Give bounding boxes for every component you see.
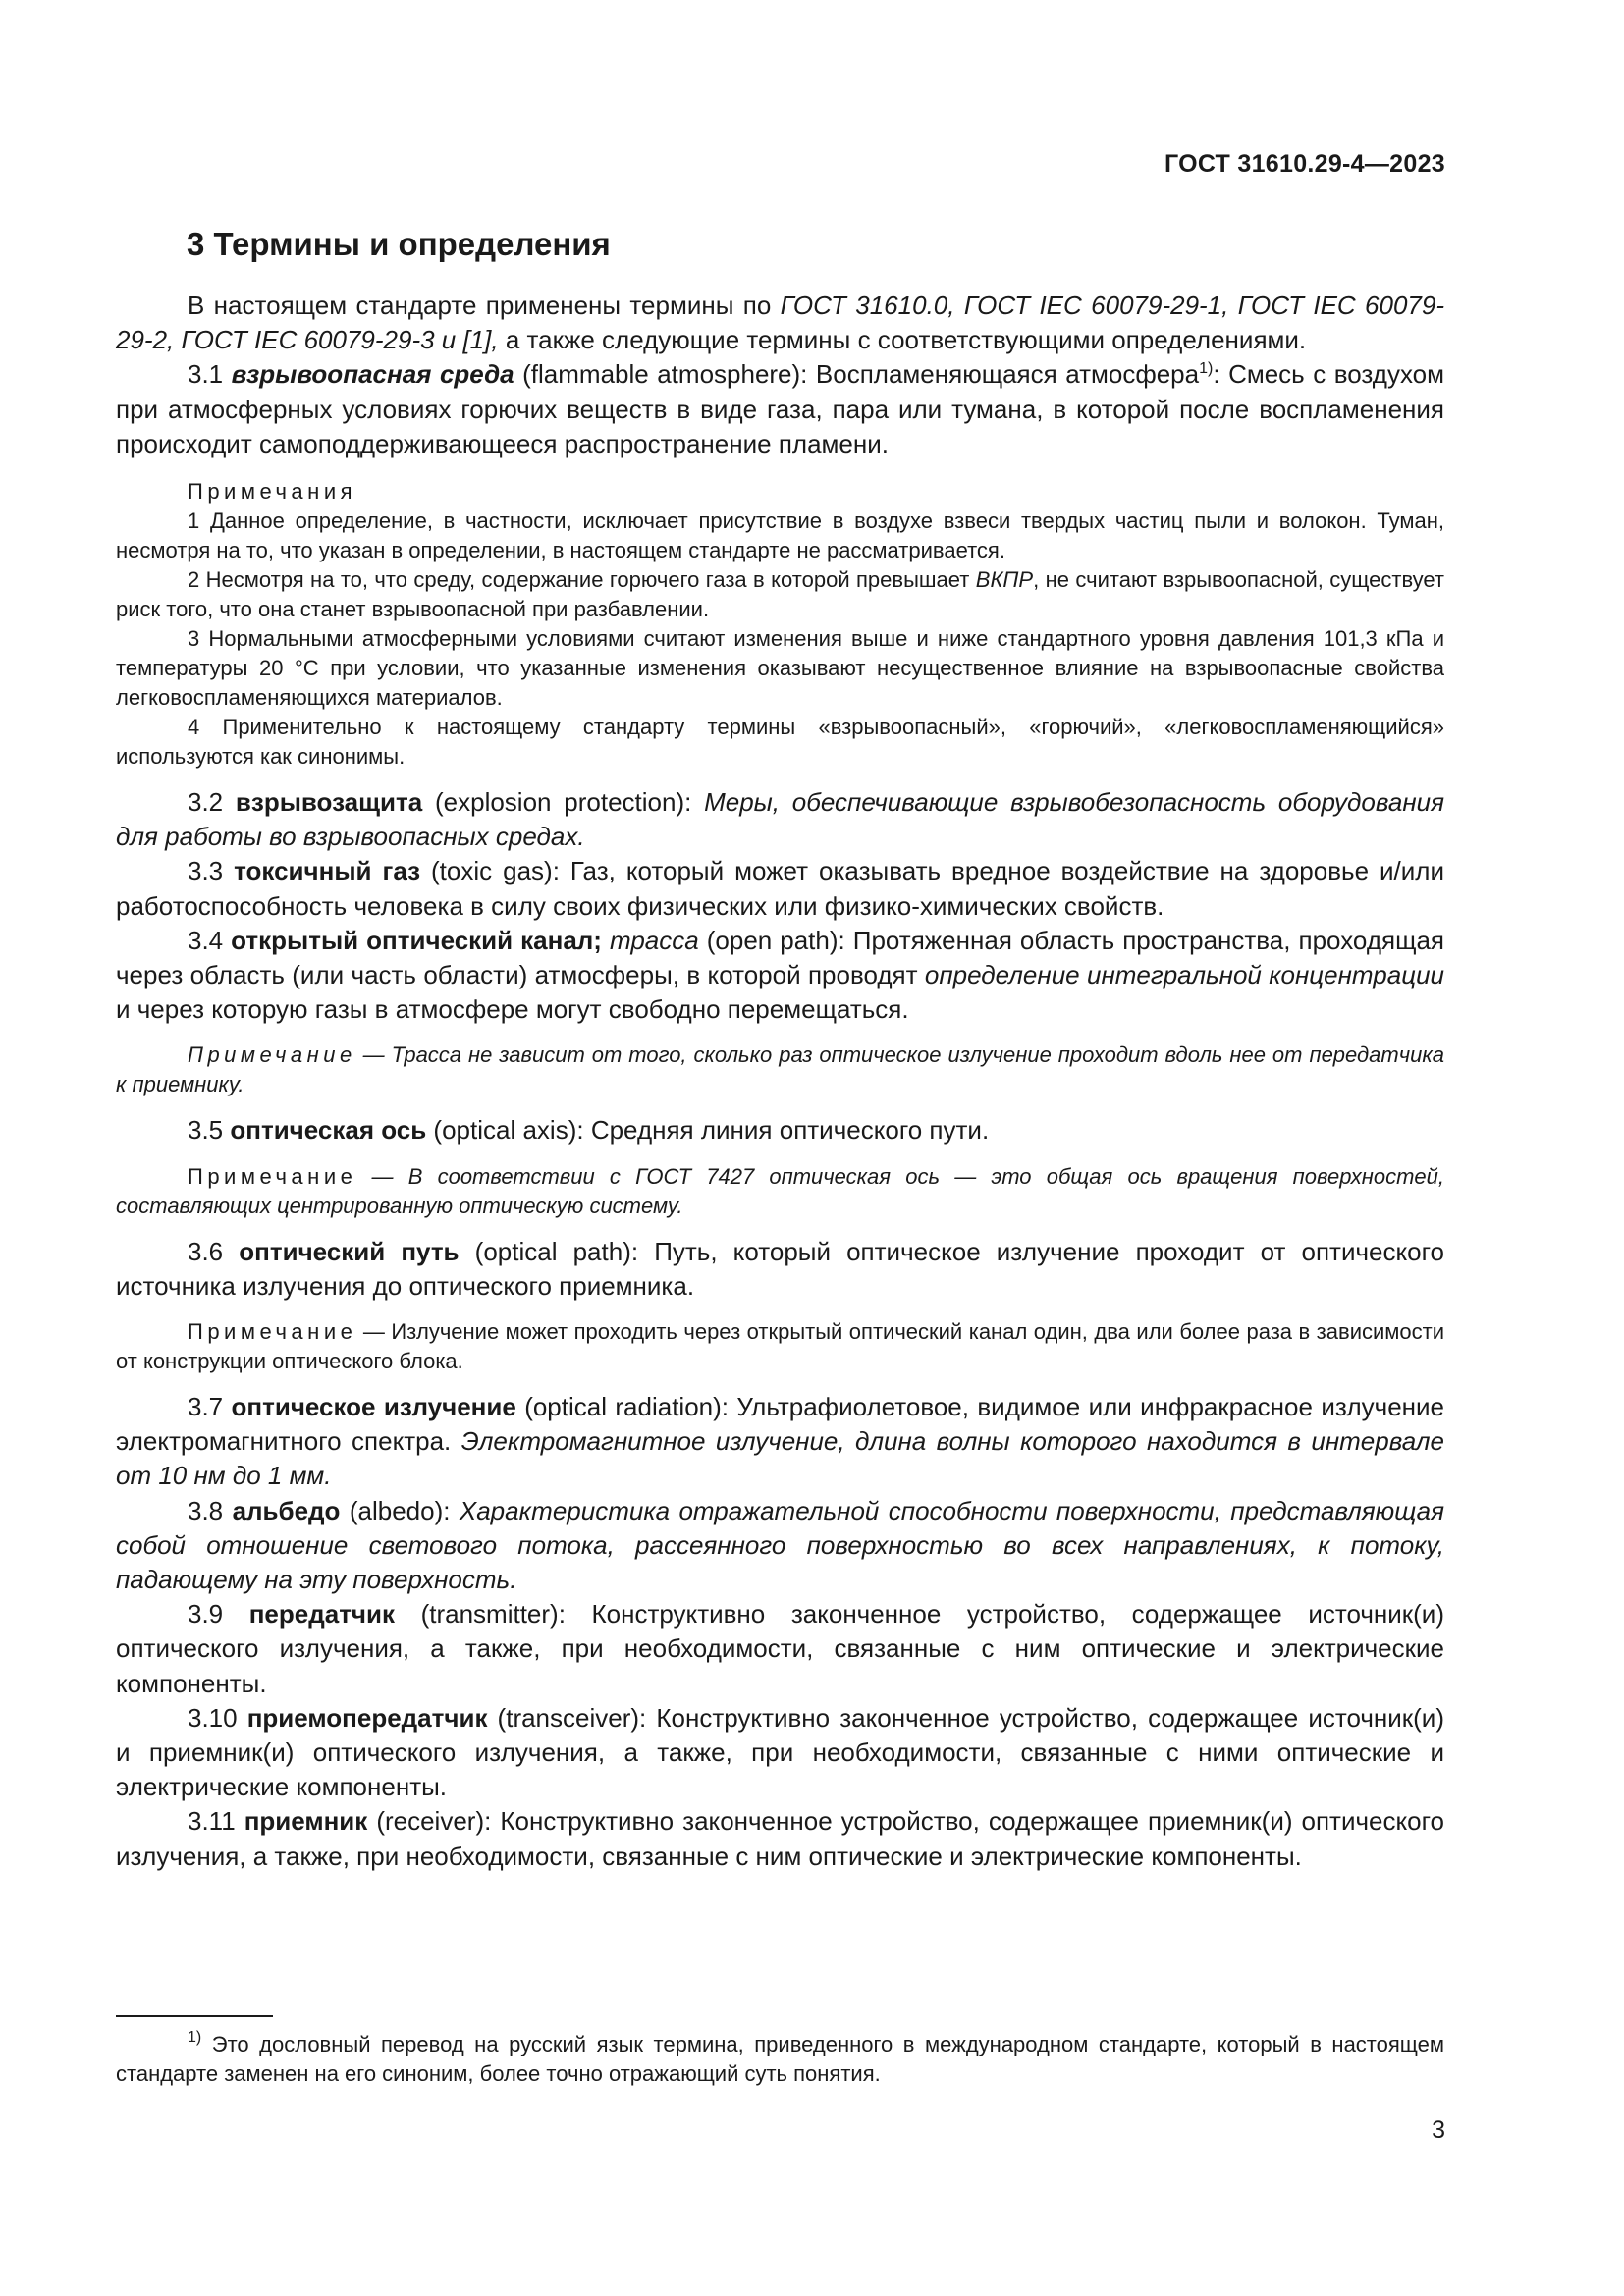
term-number: 3.5	[188, 1115, 231, 1146]
term-name: оптическая ось	[230, 1115, 427, 1146]
term-number: 3.7	[188, 1392, 232, 1422]
term-3-3	[116, 854, 1444, 923]
term-3-11	[116, 1804, 1444, 1873]
term-3-8	[116, 1494, 1444, 1598]
note-2	[116, 565, 1444, 624]
term-3-10	[116, 1701, 1444, 1805]
term-name: взрывоопасная среда	[231, 359, 514, 390]
term-english: (open path):	[698, 925, 853, 955]
intro-paragraph	[116, 289, 1444, 357]
footnote-text: Это дословный перевод на русский язык термина, приведенного в международном стандарте, который в настоящем стандарте заменен на его синоним, более точно отражающий суть понятия.	[116, 2032, 1444, 2086]
term-number: 3.4	[188, 925, 232, 955]
note-3-5	[116, 1162, 1444, 1221]
term-3-9	[116, 1597, 1444, 1701]
term-english: (albedo):	[340, 1495, 460, 1525]
term-name: оптическое излучение	[231, 1392, 516, 1422]
term-english: (optical radiation):	[515, 1392, 737, 1422]
note-3-6	[116, 1317, 1444, 1376]
term-english: (transceiver):	[487, 1702, 657, 1733]
section-title: 3 Термины и определения	[187, 226, 611, 262]
term-definition: Меры, обеспечивающие взрывобезопасность оборудования для работы во взрывоопасных средах.	[116, 787, 1444, 852]
intro-references: ГОСТ 31610.0, ГОСТ IEC 60079-29-1, ГОСТ IEC 60079-29-2, ГОСТ IEC 60079-29-3 и [1],	[116, 291, 1444, 355]
term-name: открытый оптический канал;	[231, 925, 602, 955]
term-name: приемопередатчик	[246, 1702, 488, 1733]
term-3-1	[116, 357, 1444, 461]
term-definition: Средняя линия оптического пути.	[590, 1115, 990, 1146]
footnote-divider	[116, 2015, 273, 2017]
term-english: (optical axis):	[426, 1115, 591, 1146]
term-name: передатчик	[248, 1599, 396, 1629]
term-number: 3.2	[188, 787, 236, 818]
footnote-reference: 1)	[1199, 360, 1214, 378]
term-synonym: трасса	[601, 925, 699, 955]
term-definition: Характеристика отражательной способности поверхности, представляющая собой отношение светового потока, рассеянного поверхностью во всех направлениях, к потоку, падающему на эту поверхность.	[116, 1495, 1444, 1595]
footnote-mark: 1)	[188, 2029, 202, 2046]
term-definition-end: и через которую газы в атмосфере могут свободно перемещаться.	[116, 994, 909, 1025]
term-english: (flammable atmosphere): Воспламеняющаяся атмосфера	[514, 359, 1200, 390]
note-label: Примечание	[188, 1319, 357, 1345]
note-text: — В соответствии с ГОСТ 7427 оптическая ось — это общая ось вращения поверхностей, составляющих центрированную оптическую систему.	[116, 1163, 1444, 1218]
term-name: альбедо	[232, 1495, 341, 1525]
term-definition: Конструктивно законченное устройство, содержащее источник(и) и приемник(и) оптического излучения, а также, при необходимости, связанные с ними оптические и электрические компоненты.	[116, 1702, 1444, 1802]
term-name: оптический путь	[239, 1236, 460, 1266]
note-text: 2 Несмотря на то, что среду, содержание горючего газа в которой превышает	[188, 567, 976, 593]
document-code-header: ГОСТ 31610.29-4—2023	[1164, 150, 1445, 178]
term-name: приемник	[244, 1806, 368, 1837]
term-name: взрывозащита	[235, 787, 423, 818]
term-3-2	[116, 785, 1444, 854]
note-3: 3 Нормальными атмосферными условиями считают изменения выше и ниже стандартного уровня давления 101,3 кПа и температуры 20 °С при условии, что указанные изменения оказывают несущественное влияние на взрывоопасные свойства легковоспламеняющихся материалов.	[116, 626, 1444, 711]
term-number: 3.10	[188, 1702, 247, 1733]
note-1: 1 Данное определение, в частности, исключает присутствие в воздухе взвеси твердых частиц пыли и волокон. Туман, несмотря на то, что указан в определении, в настоящем стандарте не рассматривается.	[116, 508, 1444, 563]
term-english: (explosion protection):	[422, 787, 705, 818]
term-3-5	[116, 1113, 1444, 1148]
term-definition: Конструктивно законченное устройство, содержащее источник(и) оптического излучения, а также, при необходимости, связанные с ним оптические и электрические компоненты.	[116, 1599, 1444, 1698]
term-number: 3.3	[188, 856, 235, 886]
note-4: 4 Применительно к настоящему стандарту термины «взрывоопасный», «горючий», «легковоспламеняющийся» используются как синонимы.	[116, 715, 1444, 770]
footnote	[116, 2030, 1444, 2089]
term-number: 3.6	[188, 1236, 240, 1266]
intro-text: В настоящем стандарте применены термины по	[188, 291, 781, 320]
note-label: Примечание	[188, 1163, 357, 1189]
term-definition: Конструктивно законченное устройство, содержащее приемник(и) оптического излучения, а также, при необходимости, связанные с ним оптические и электрические компоненты.	[116, 1806, 1444, 1871]
term-english: (toxic gas):	[420, 856, 570, 886]
note-text: — Излучение может проходить через открытый оптический канал один, два или более раза в зависимости от конструкции оптического блока.	[116, 1319, 1444, 1374]
note-text-end: , не считают взрывоопасной, существует риск того, что она станет взрывоопасной при разбавлении.	[116, 567, 1445, 622]
term-3-7	[116, 1390, 1444, 1494]
term-english: (receiver):	[367, 1806, 501, 1837]
term-english: (transmitter):	[395, 1599, 592, 1629]
note-3-4	[116, 1041, 1444, 1099]
document-body	[116, 289, 1444, 1874]
term-number: 3.9	[188, 1599, 249, 1629]
term-name: токсичный газ	[234, 856, 421, 886]
intro-text-end: а также следующие термины с соответствующими определениями.	[498, 325, 1307, 355]
term-reference: определение интегральной концентрации	[924, 960, 1445, 990]
note-abbreviation: ВКПР	[975, 567, 1034, 593]
term-definition: Ультрафиолетовое, видимое или инфракрасное излучение электромагнитного спектра.	[116, 1392, 1444, 1457]
term-number: 3.8	[188, 1495, 233, 1525]
term-number: 3.11	[188, 1806, 244, 1837]
term-definition: Газ, который может оказывать вредное воздействие на здоровье и/или работоспособность человека в силу своих физических или физико-химических свойств.	[116, 856, 1444, 921]
term-definition: Протяженная область пространства, проходящая через область (или часть области) атмосферы, в которой проводят	[116, 925, 1444, 990]
term-number: 3.1	[188, 359, 232, 390]
note-label: Примечание	[188, 1042, 356, 1068]
term-3-4	[116, 924, 1444, 1028]
note-text: — Трасса не зависит от того, сколько раз оптическое излучение проходит вдоль нее от передатчика к приемнику.	[116, 1042, 1444, 1097]
notes-heading: Примечания	[188, 479, 357, 505]
term-definition: Путь, который оптическое излучение проходит от оптического источника излучения до оптического приемника.	[116, 1236, 1444, 1301]
term-english: (optical path):	[459, 1236, 655, 1266]
term-definition: : Смесь с воздухом при атмосферных условиях горючих веществ в виде газа, пара или тумана, в которой после воспламенения происходит самоподдерживающееся распространение пламени.	[116, 359, 1444, 458]
page-number: 3	[1432, 2116, 1445, 2144]
term-definition-italic: Электромагнитное излучение, длина волны которого находится в интервале от 10 нм до 1 мм.	[116, 1426, 1445, 1491]
term-3-6	[116, 1235, 1444, 1304]
